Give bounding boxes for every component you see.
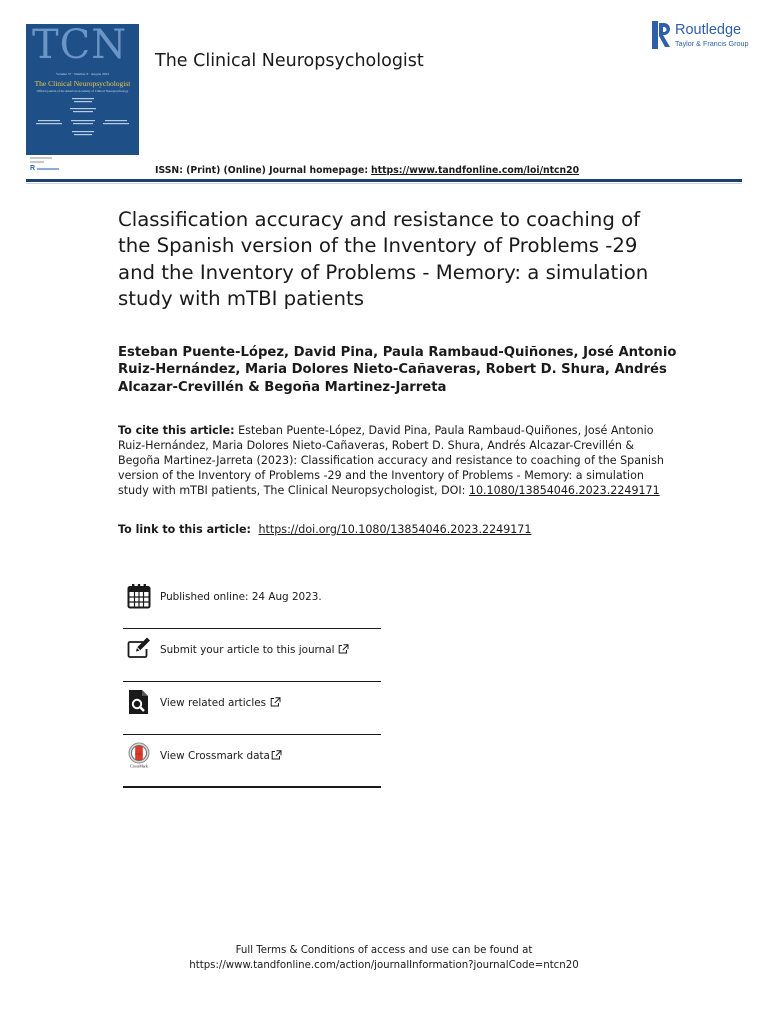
issn-label: ISSN: (Print) (Online) Journal homepage: bbox=[155, 165, 369, 176]
article-link-line bbox=[118, 523, 531, 536]
link-label: To link to this article: bbox=[118, 523, 251, 536]
article-doi-url-link[interactable]: https://doi.org/10.1080/13854046.2023.2249171 bbox=[258, 523, 532, 536]
journal-cover-image bbox=[26, 24, 139, 155]
issn-line bbox=[155, 165, 579, 176]
related-articles-row[interactable] bbox=[123, 686, 381, 722]
info-divider-3 bbox=[123, 734, 381, 735]
submit-article-row[interactable] bbox=[123, 633, 381, 669]
external-link-icon bbox=[270, 697, 281, 707]
header-divider bbox=[26, 179, 742, 182]
crossmark-icon bbox=[127, 742, 151, 768]
info-divider-1 bbox=[123, 628, 381, 629]
doi-link[interactable]: 10.1080/13854046.2023.2249171 bbox=[468, 483, 660, 497]
publisher-name: Routledge bbox=[675, 22, 742, 38]
cite-text: Esteban Puente-López, David Pina, Paula Rambaud-Quiñones, José Antonio Ruiz-Hernández, Maria Dolores Nieto-Cañaveras, Robert D. Shura, Andrés Alcazar-Crevillén & Begoña Martinez-Jarreta (2023): Classification accuracy and resistance to coaching of the Spanish version of the Inventory of Problems -29 and the Inventory of Problems - Memory: a simulation study with mTBI patients, The Clinical Neuropsychologist, DOI: bbox=[118, 424, 664, 497]
terms-text: Full Terms & Conditions of access and use can be found at bbox=[235, 945, 533, 956]
publisher-logo[interactable] bbox=[652, 21, 752, 51]
crossmark-link[interactable]: View Crossmark data bbox=[160, 750, 282, 762]
external-link-icon bbox=[338, 644, 349, 654]
article-authors: Esteban Puente-López, David Pina, Paula Rambaud-Quiñones, José Antonio Ruiz-Hernández, Maria Dolores Nieto-Cañaveras, Robert D. Shura, Andrés Alcazar-Crevillén & Begoña Martinez-Jarreta bbox=[118, 345, 677, 395]
edit-icon bbox=[127, 636, 151, 662]
info-divider-2 bbox=[123, 681, 381, 682]
cover-footer-marks bbox=[30, 157, 70, 171]
terms-url[interactable]: https://www.tandfonline.com/action/journalInformation?journalCode=ntcn20 bbox=[189, 960, 579, 971]
article-title: Classification accuracy and resistance to coaching of the Spanish version of the Inventory of Problems -29 and the Inventory of Problems - Memory: a simulation study with mTBI patients bbox=[118, 208, 649, 310]
routledge-mini-logo-icon: R bbox=[30, 165, 36, 172]
cover-issue-meta: Volume 37 · Number 6 · August 2023 bbox=[56, 72, 109, 76]
publisher-group: Taylor & Francis Group bbox=[675, 39, 749, 48]
cite-label: To cite this article: bbox=[118, 424, 235, 437]
submit-article-link[interactable]: Submit your article to this journal bbox=[160, 644, 349, 656]
info-divider-bottom bbox=[123, 786, 381, 788]
cover-editor-lines bbox=[26, 96, 139, 155]
terms-footer bbox=[0, 943, 768, 973]
journal-homepage-link[interactable]: https://www.tandfonline.com/loi/ntcn20 bbox=[371, 165, 580, 176]
published-online-text: Published online: 24 Aug 2023. bbox=[160, 591, 322, 603]
routledge-logo-icon bbox=[652, 21, 671, 49]
cover-abbreviation: TCN bbox=[32, 24, 128, 68]
crossmark-row[interactable] bbox=[123, 739, 381, 775]
external-link-icon bbox=[271, 750, 282, 760]
document-search-icon bbox=[127, 689, 151, 715]
citation-block bbox=[118, 424, 678, 499]
cover-subtitle: Official journal of the American Academy of Clinical Neuropsychology bbox=[36, 89, 129, 93]
published-online-row bbox=[123, 580, 381, 616]
related-articles-link[interactable]: View related articles bbox=[160, 697, 281, 709]
journal-title: The Clinical Neuropsychologist bbox=[155, 51, 424, 71]
header-divider-thin bbox=[26, 183, 742, 184]
cover-journal-name: The Clinical Neuropsychologist bbox=[34, 79, 131, 88]
calendar-icon bbox=[127, 583, 151, 609]
svg-text:CrossMark: CrossMark bbox=[130, 763, 148, 768]
